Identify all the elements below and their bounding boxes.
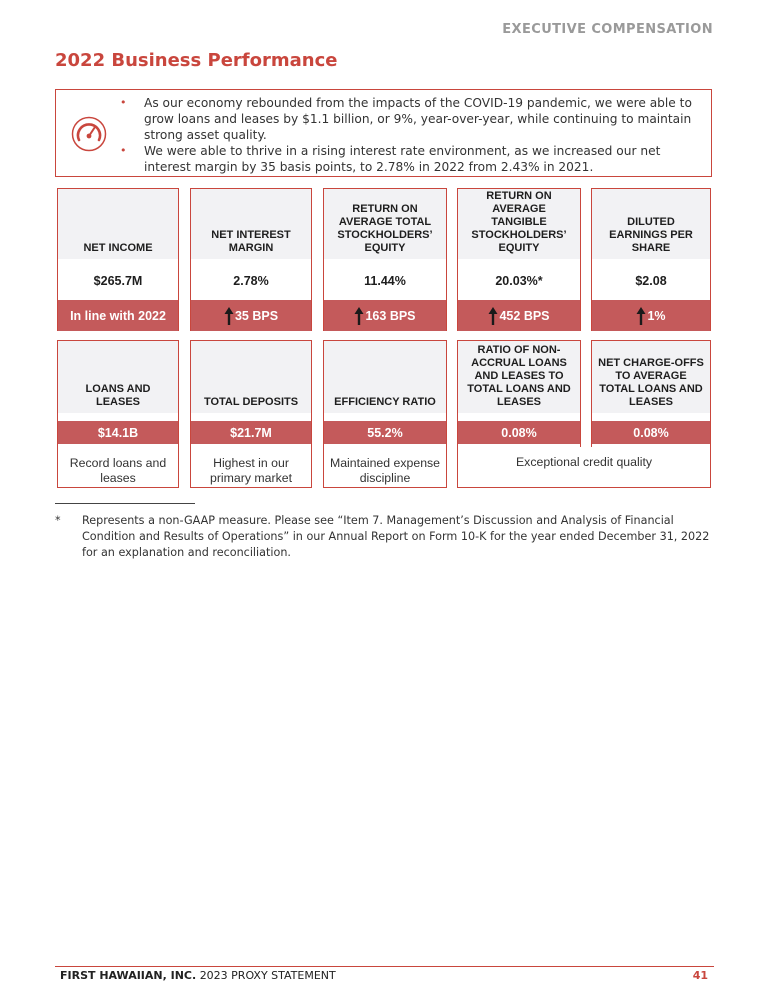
metric-change: In line with 2022 <box>58 300 178 331</box>
page-title: 2022 Business Performance <box>55 50 338 71</box>
metric-value: $14.1B <box>58 421 178 444</box>
metric-label: NET INCOME <box>58 189 178 259</box>
metric-label: NET INTEREST MARGIN <box>191 189 311 259</box>
metric-note: Highest in our primary market <box>210 456 292 485</box>
metric-value: 20.03%* <box>495 274 543 288</box>
metric-value: $2.08 <box>635 274 667 288</box>
metric-card-loans-and-leases <box>57 340 179 488</box>
metric-value: 55.2% <box>324 421 446 444</box>
metric-card-net-charge-offs <box>591 340 711 448</box>
credit-quality-panel <box>457 447 711 488</box>
gauge-icon <box>71 116 107 152</box>
footnote-divider <box>55 503 195 504</box>
metric-card-net-income <box>57 188 179 331</box>
metric-value: $21.7M <box>191 421 311 444</box>
footer-doc: 2023 PROXY STATEMENT <box>199 969 336 982</box>
metric-value: 2.78% <box>233 274 269 288</box>
section-label: EXECUTIVE COMPENSATION <box>502 22 713 37</box>
metric-change <box>191 300 311 331</box>
highlight-bullet: • We were able to thrive in a rising interest rate environment, as we increased our net interest margin by 35 basis points, to 2.78% in 2022 from 2.43% in 2021. <box>120 143 699 175</box>
footnote-text: Represents a non-GAAP measure. Please see “Item 7. Management’s Discussion and Analysis of Financial Condition and Results of Operations” in our Annual Report on Form 10-K for the year ended December 31, 2022 for an explanation and reconciliation. <box>82 514 710 559</box>
metric-value: 0.08% <box>458 421 580 444</box>
metric-card-efficiency-ratio <box>323 340 447 488</box>
metric-card-non-accrual-ratio <box>457 340 581 448</box>
page-footer <box>60 969 336 982</box>
highlights-callout <box>55 89 712 177</box>
metric-value: 0.08% <box>592 421 710 444</box>
metric-change <box>324 300 446 331</box>
page-number: 41 <box>692 969 708 982</box>
metric-value: 11.44% <box>364 274 406 288</box>
metric-label: RATIO OF NON-ACCRUAL LOANS AND LEASES TO TOTAL LOANS AND LEASES <box>458 341 580 413</box>
footer-company: FIRST HAWAIIAN, INC. <box>60 969 197 982</box>
arrow-up-icon <box>224 306 234 326</box>
metric-label: RETURN ON AVERAGE TOTAL STOCKHOLDERS’ EQUITY <box>324 189 446 259</box>
footnote-mark: * <box>55 514 61 527</box>
metric-change <box>458 300 580 331</box>
credit-quality-note: Exceptional credit quality <box>515 455 653 469</box>
metric-label: EFFICIENCY RATIO <box>324 341 446 413</box>
metric-change-text: 163 BPS <box>365 308 416 323</box>
metric-label: DILUTED EARNINGS PER SHARE <box>592 189 710 259</box>
highlight-bullet: • As our economy rebounded from the impacts of the COVID-19 pandemic, we were able to grow loans and leases by $1.1 billion, or 9%, year-over-year, while continuing to maintain strong asset quality. <box>120 95 699 143</box>
metric-card-net-interest-margin <box>190 188 312 331</box>
arrow-up-icon <box>636 306 646 326</box>
metric-value: $265.7M <box>93 274 143 288</box>
footnote <box>55 513 720 561</box>
arrow-up-icon <box>488 306 498 326</box>
metric-card-return-on-tangible-equity <box>457 188 581 331</box>
metric-label: LOANS AND LEASES <box>58 341 178 413</box>
metric-label: TOTAL DEPOSITS <box>191 341 311 413</box>
arrow-up-icon <box>354 306 364 326</box>
metric-change <box>592 300 710 331</box>
highlights-list <box>120 95 699 175</box>
metric-change-text: 35 BPS <box>234 308 279 323</box>
metric-label: NET CHARGE-OFFS TO AVERAGE TOTAL LOANS AND LEASES <box>592 341 710 413</box>
metric-card-diluted-eps <box>591 188 711 331</box>
metric-change-text: 1% <box>647 308 666 323</box>
metric-card-return-on-equity <box>323 188 447 331</box>
metric-note: Maintained expense discipline <box>329 456 441 485</box>
metric-card-total-deposits <box>190 340 312 488</box>
footer-rule <box>55 966 714 967</box>
metric-change-text: 452 BPS <box>499 308 550 323</box>
metric-note: Record loans and leases <box>69 456 167 485</box>
metric-label: RETURN ON AVERAGE TANGIBLE STOCKHOLDERS’ EQUITY <box>458 189 580 259</box>
